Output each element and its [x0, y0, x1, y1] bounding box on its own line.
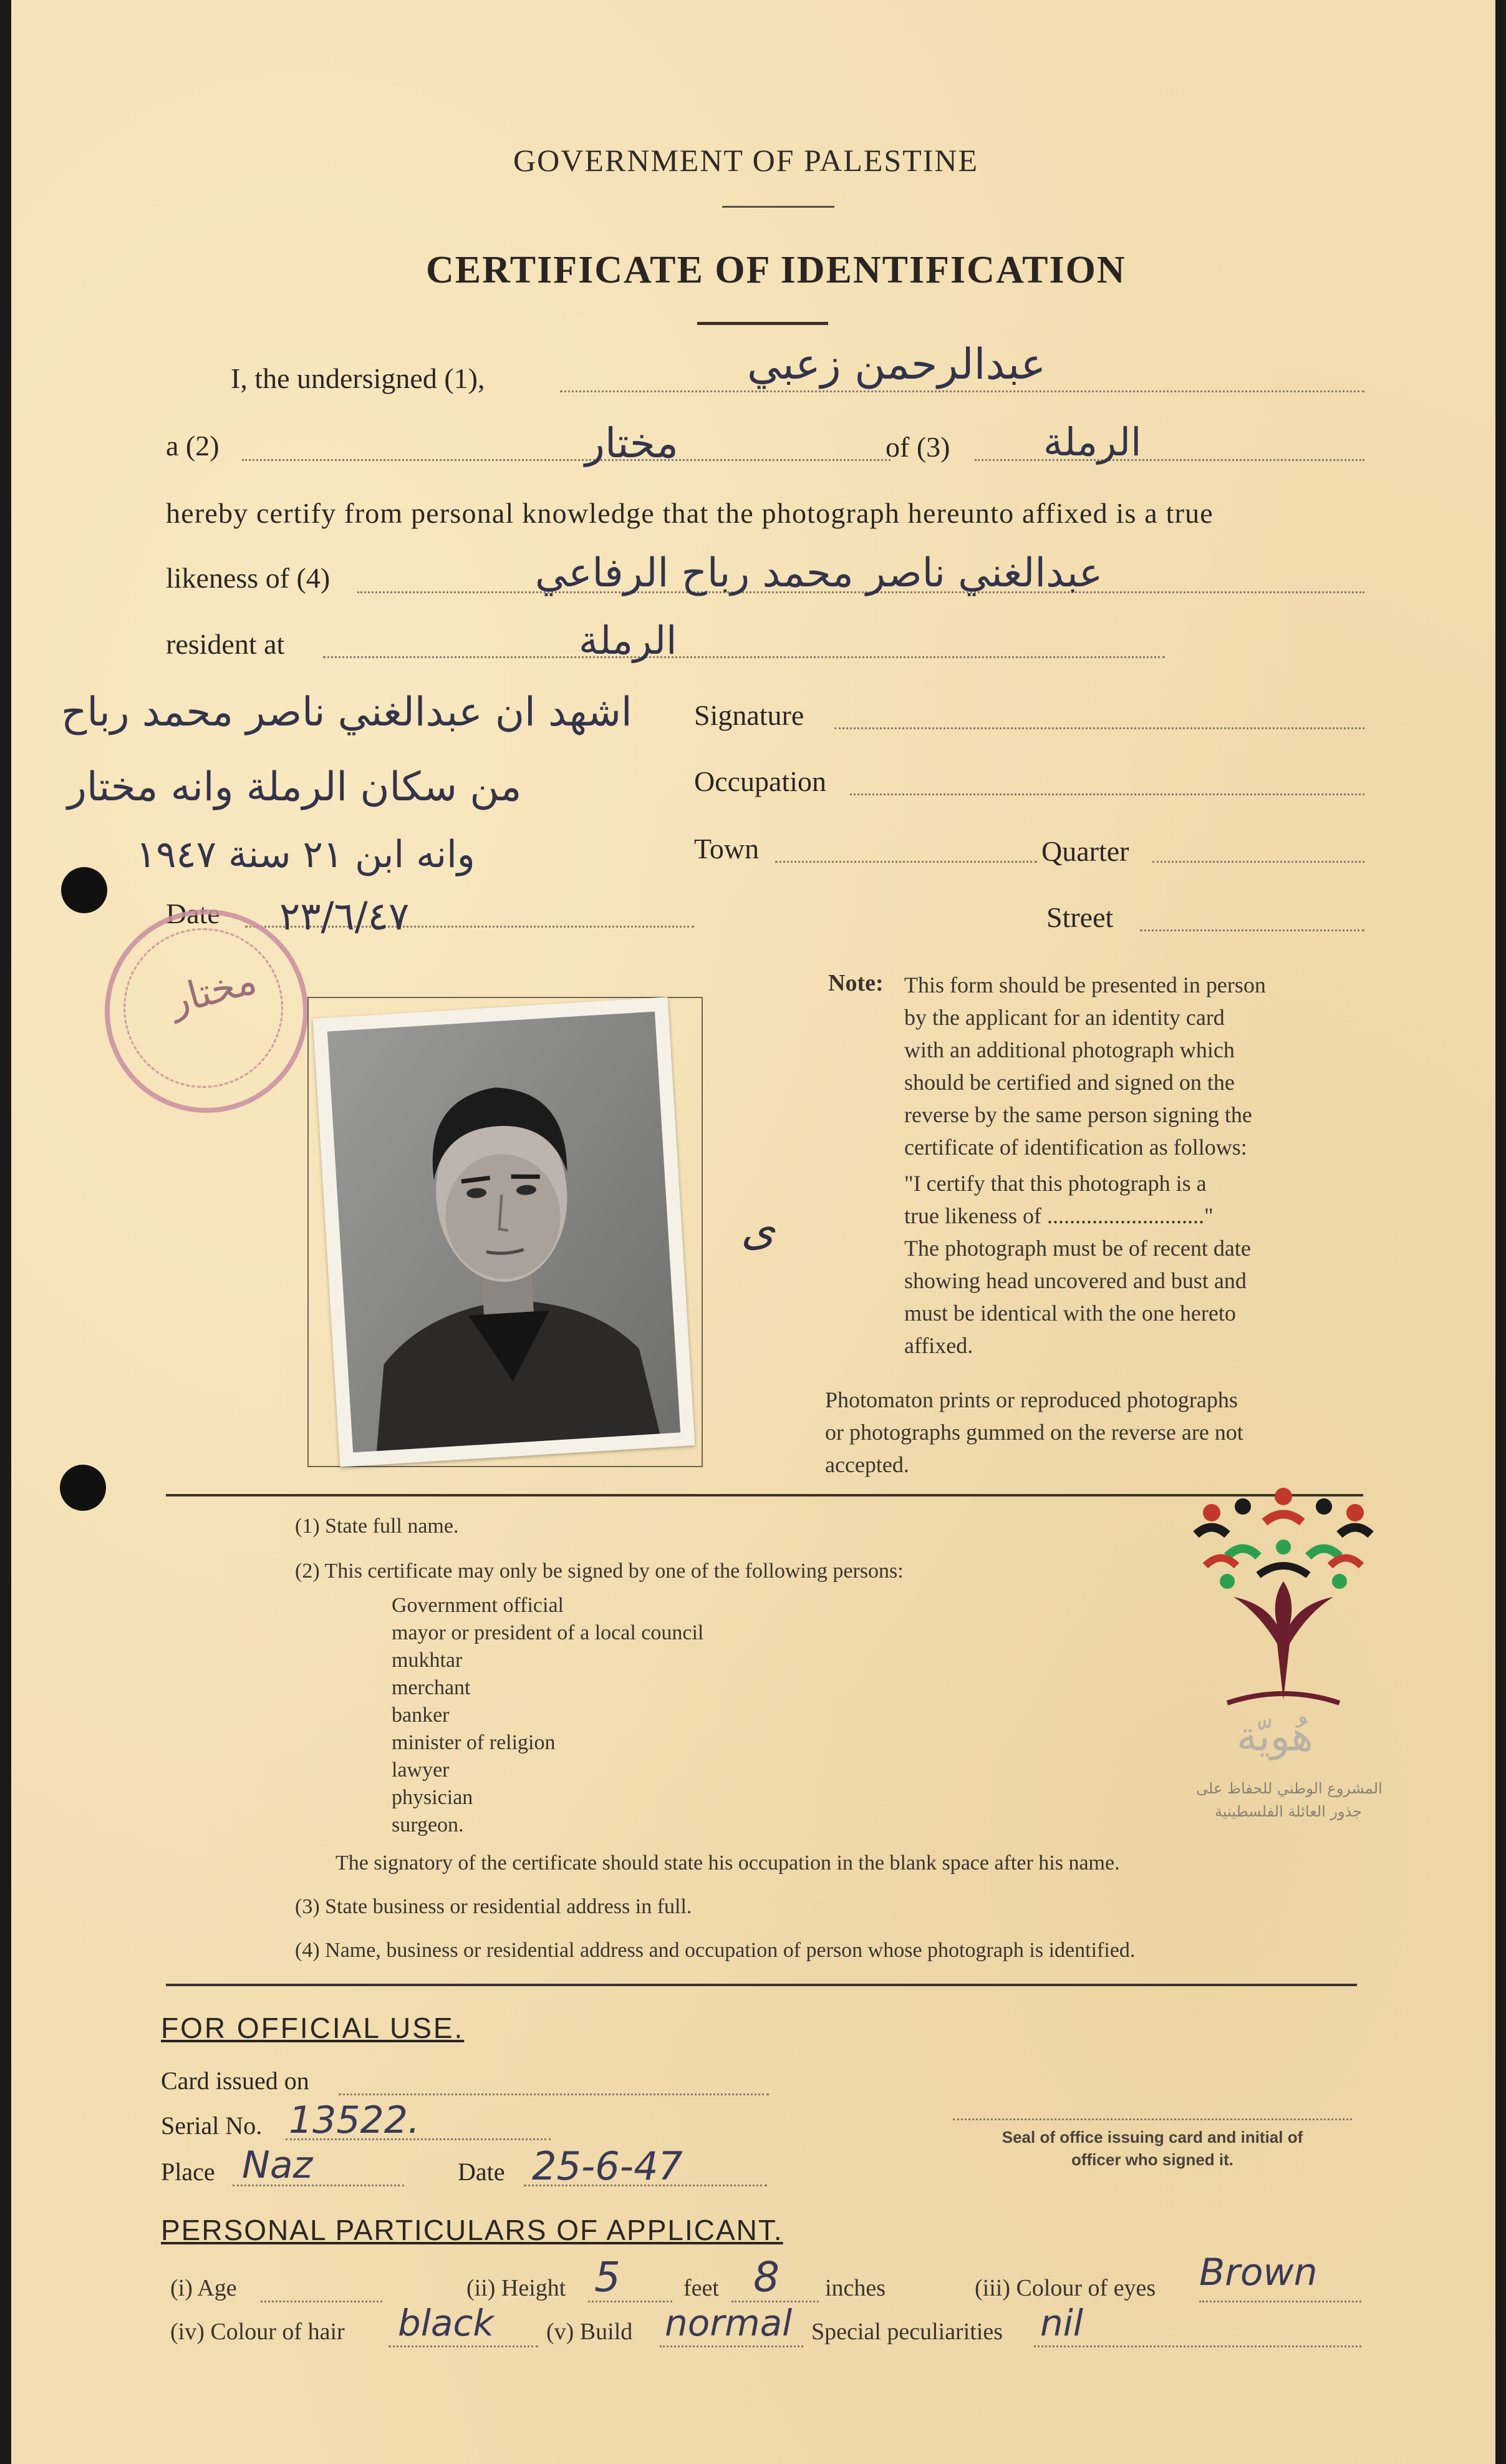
feet-label: feet	[683, 2275, 719, 2301]
applicant-photo	[313, 997, 695, 1467]
photo-margin-mark: ى	[741, 1204, 775, 1255]
date-value: ٢٣/٦/٤٧	[279, 893, 410, 939]
note-label: Note:	[828, 970, 884, 996]
signature-line	[834, 727, 1364, 729]
note-p1-line: reverse by the same person signing the	[904, 1102, 1252, 1127]
street-line	[1140, 929, 1364, 931]
resident-value: الرملة	[579, 618, 677, 663]
header-rule-1	[722, 206, 834, 208]
note-quote-line: true likeness of ............................"	[904, 1203, 1214, 1228]
header-rule-2	[697, 322, 828, 325]
undersigned-label: I, the undersigned (1),	[231, 362, 485, 394]
official-date-label: Date	[458, 2158, 505, 2186]
certificate-page	[11, 0, 1495, 2464]
punch-hole-bottom	[60, 1465, 106, 1511]
official-use-heading: FOR OFFICIAL USE.	[161, 2012, 465, 2044]
signer-item: Government official	[392, 1594, 564, 1617]
note-p1-line: certificate of identification as follows:	[904, 1135, 1247, 1160]
inches-label: inches	[825, 2275, 886, 2301]
note-p2-line: affixed.	[904, 1333, 973, 1358]
special-value: nil	[1040, 2302, 1083, 2344]
place-value: Naz	[242, 2143, 313, 2187]
hair-value: black	[398, 2302, 494, 2344]
footnote-4: (4) Name, business or residential address and occupation of person whose photograph is identified.	[295, 1939, 1136, 1962]
footnote-2: (2) This certificate may only be signed by one of the following persons:	[295, 1559, 904, 1583]
note-p1-line: This form should be presented in person	[904, 973, 1266, 997]
government-heading: GOVERNMENT OF PALESTINE	[513, 143, 979, 178]
hawiya-logo	[1184, 1488, 1383, 1837]
note-p1-line: with an additional photograph which	[904, 1037, 1235, 1062]
note-p2-line: The photograph must be of recent date	[904, 1236, 1251, 1261]
footnote-3: (3) State business or residential address in full.	[295, 1895, 692, 1918]
eyes-line	[1199, 2301, 1361, 2302]
serial-label: Serial No.	[161, 2112, 263, 2140]
official-stamp	[105, 909, 308, 1113]
official-date-value: 25-6-47	[532, 2143, 683, 2189]
signer-item: banker	[392, 1704, 450, 1727]
a-line	[242, 459, 891, 461]
a-value: مختار	[585, 419, 678, 467]
date-label: Date	[166, 898, 220, 929]
street-label: Street	[1046, 901, 1114, 933]
card-issued-line	[339, 2093, 769, 2095]
logo-word: هُويّة	[1237, 1712, 1313, 1760]
note-p2-line: showing head uncovered and bust and	[904, 1268, 1247, 1293]
resident-line	[323, 656, 1165, 658]
a-label: a (2)	[166, 430, 220, 462]
build-value: normal	[665, 2302, 793, 2344]
note-p1-line: should be certified and signed on the	[904, 1070, 1235, 1095]
height-feet-value: 5	[594, 2253, 620, 2301]
photo-image	[313, 997, 695, 1467]
town-label: Town	[694, 833, 760, 865]
signer-item: surgeon.	[392, 1813, 464, 1836]
serial-value: 13522.	[289, 2098, 420, 2142]
hair-line	[389, 2345, 538, 2347]
note-paragraph-3	[825, 1384, 1368, 1481]
logo-line-2: جذور العائلة الفلسطينية	[1215, 1803, 1362, 1820]
note-p3-line: or photographs gummed on the reverse are not	[825, 1420, 1243, 1445]
age-label: (i) Age	[170, 2275, 237, 2301]
eyes-label: (iii) Colour of eyes	[975, 2275, 1156, 2301]
occupation-label: Occupation	[694, 765, 827, 797]
seal-caption	[953, 2126, 1352, 2171]
signer-item: mayor or president of a local council	[392, 1621, 704, 1644]
eyes-value: Brown	[1199, 2251, 1318, 2294]
note-p3-line: Photomaton prints or reproduced photographs	[825, 1387, 1238, 1412]
quarter-line	[1152, 861, 1364, 863]
signer-item: physician	[392, 1786, 473, 1809]
note-p1-line: by the applicant for an identity card	[904, 1005, 1225, 1030]
of-label: of (3)	[886, 431, 950, 463]
arabic-note-line1: اشهد ان عبدالغني ناصر محمد رباح	[61, 689, 632, 735]
arabic-note-line3: وانه ابن ٢١ سنة ١٩٤٧	[136, 833, 475, 876]
of-line	[975, 459, 1364, 461]
note-paragraph-1	[904, 969, 1366, 1362]
particulars-heading: PERSONAL PARTICULARS OF APPLICANT.	[161, 2214, 783, 2246]
seal-caption-line: officer who signed it.	[1071, 2150, 1233, 2169]
likeness-label: likeness of (4)	[166, 562, 331, 594]
signatory-note: The signatory of the certificate should state his occupation in the blank space after his name.	[335, 1851, 1120, 1875]
logo-line-1: المشروع الوطني للحفاظ على	[1196, 1780, 1383, 1797]
signer-item: minister of religion	[392, 1731, 556, 1754]
note-p3-line: accepted.	[825, 1452, 909, 1477]
signer-list	[392, 1592, 703, 1839]
tree-logo-icon	[1184, 1488, 1383, 1712]
signer-item: lawyer	[392, 1758, 450, 1782]
undersigned-value: عبدالرحمن زعبي	[747, 340, 1046, 389]
likeness-value: عبدالغني ناصر محمد رباح الرفاعي	[535, 550, 1103, 596]
town-line	[775, 861, 1037, 863]
seal-line	[953, 2118, 1352, 2120]
card-issued-label: Card issued on	[161, 2067, 309, 2095]
age-line	[261, 2301, 382, 2302]
note-quote-line: "I certify that this photograph is a	[904, 1171, 1207, 1196]
occupation-line	[850, 793, 1364, 795]
arabic-note-line2: من سكان الرملة وانه مختار	[67, 764, 522, 810]
of-value: الرملة	[1043, 419, 1142, 465]
punch-hole-top	[61, 867, 107, 913]
signature-label: Signature	[694, 699, 804, 731]
special-line	[1034, 2345, 1361, 2347]
quarter-label: Quarter	[1041, 835, 1129, 867]
note-p2-line: must be identical with the one hereto	[904, 1301, 1236, 1326]
signer-item: mukhtar	[392, 1649, 463, 1672]
build-line	[660, 2345, 803, 2347]
hair-label: (iv) Colour of hair	[170, 2319, 345, 2345]
stamp-signature: مختار	[164, 957, 261, 1024]
height-label: (ii) Height	[466, 2275, 566, 2301]
build-label: (v) Build	[546, 2319, 633, 2345]
place-label: Place	[161, 2158, 215, 2186]
certify-statement: hereby certify from personal knowledge that the photograph hereunto affixed is a true	[166, 497, 1214, 529]
footnote-1: (1) State full name.	[295, 1515, 459, 1538]
undersigned-line	[560, 390, 1364, 392]
section-divider-2	[166, 1984, 1357, 1986]
certificate-title: CERTIFICATE OF IDENTIFICATION	[426, 249, 1126, 291]
signer-item: merchant	[392, 1676, 471, 1699]
seal-caption-line: Seal of office issuing card and initial of	[1002, 2128, 1303, 2146]
resident-label: resident at	[166, 628, 285, 660]
logo-people-icon	[1196, 1488, 1371, 1589]
special-label: Special peculiarities	[811, 2319, 1003, 2345]
height-inches-value: 8	[753, 2253, 780, 2301]
